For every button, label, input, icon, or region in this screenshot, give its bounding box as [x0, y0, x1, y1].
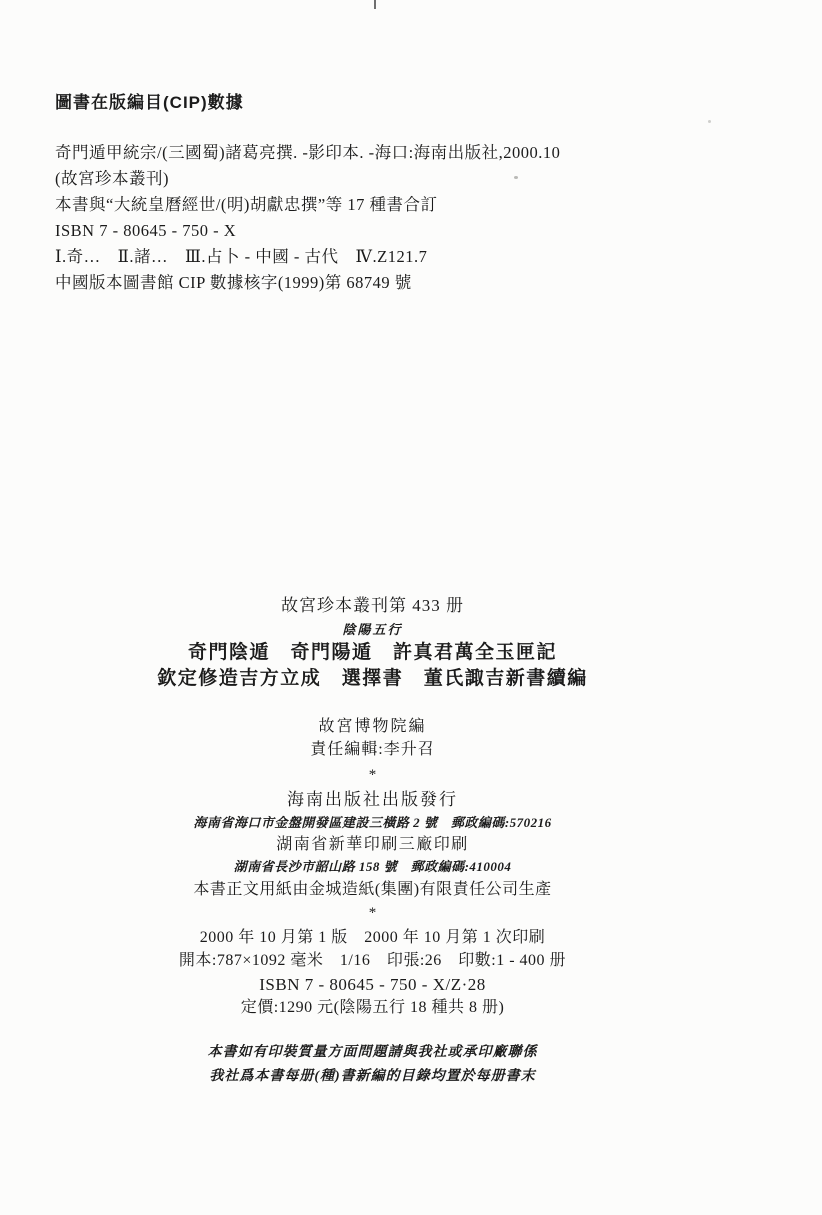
cip-line-classification: Ⅰ.奇… Ⅱ.諸… Ⅲ.占卜 - 中國 - 古代 Ⅳ.Z121.7 — [55, 247, 428, 266]
scan-artifact-speck — [708, 120, 711, 123]
book-title-line: 欽定修造吉方立成 選擇書 董氏諏吉新書續編 — [157, 668, 588, 689]
cip-data-block — [55, 93, 695, 296]
colophon-block — [0, 595, 745, 1089]
isbn-line: ISBN 7 - 80645 - 750 - X/Z·28 — [259, 975, 486, 994]
format-sheets-copies-line: 開本:787×1092 毫米 1/16 印張:26 印數:1 - 400 册 — [178, 952, 567, 969]
catalog-placement-note: 我社爲本書每册(種)書新編的目錄均置於每册書末 — [209, 1069, 536, 1084]
divider-asterisk: * — [368, 905, 377, 921]
price-line: 定價:1290 元(陰陽五行 18 種共 8 册) — [240, 999, 505, 1016]
responsible-editor-line: 責任編輯:李升召 — [310, 741, 435, 758]
cip-heading: 圖書在版編目(CIP)數據 — [55, 93, 244, 112]
book-title-line: 奇門陰遁 奇門陽遁 許真君萬全玉匣記 — [187, 642, 557, 663]
scan-artifact-top-tick — [374, 0, 376, 9]
divider-asterisk: * — [368, 767, 377, 783]
printer-line: 湖南省新華印刷三廠印刷 — [276, 836, 469, 853]
publisher-address: 海南省海口市金盤開發區建設三橫路 2 號 郵政編碼:570216 — [193, 815, 552, 830]
volume-category: 陰陽五行 — [342, 622, 403, 637]
cip-line-binding-note: 本書與“大統皇曆經世/(明)胡獻忠撰”等 17 種書合訂 — [55, 195, 438, 214]
cip-line-title-statement: 奇門遁甲統宗/(三國蜀)諸葛亮撰. -影印本. -海口:海南出版社,2000.10 — [55, 143, 561, 162]
cip-line-isbn: ISBN 7 - 80645 - 750 - X — [55, 221, 237, 240]
edition-printing-line: 2000 年 10 月第 1 版 2000 年 10 月第 1 次印刷 — [199, 929, 546, 946]
compiler-line: 故宮博物院編 — [318, 718, 427, 735]
printer-address: 湖南省長沙市韶山路 158 號 郵政編碼:410004 — [233, 859, 512, 874]
cip-line-record-number: 中國版本圖書館 CIP 數據核字(1999)第 68749 號 — [55, 273, 412, 292]
cip-line-series-note: (故宮珍本叢刊) — [55, 169, 169, 188]
series-volume-line: 故宮珍本叢刊第 433 册 — [281, 596, 464, 615]
paper-supplier-note: 本書正文用紙由金城造紙(集團)有限責任公司生產 — [193, 881, 552, 898]
quality-contact-note: 本書如有印裝質量方面問題請與我社或承印廠聯係 — [207, 1045, 538, 1060]
publisher-line: 海南出版社出版發行 — [287, 790, 458, 809]
